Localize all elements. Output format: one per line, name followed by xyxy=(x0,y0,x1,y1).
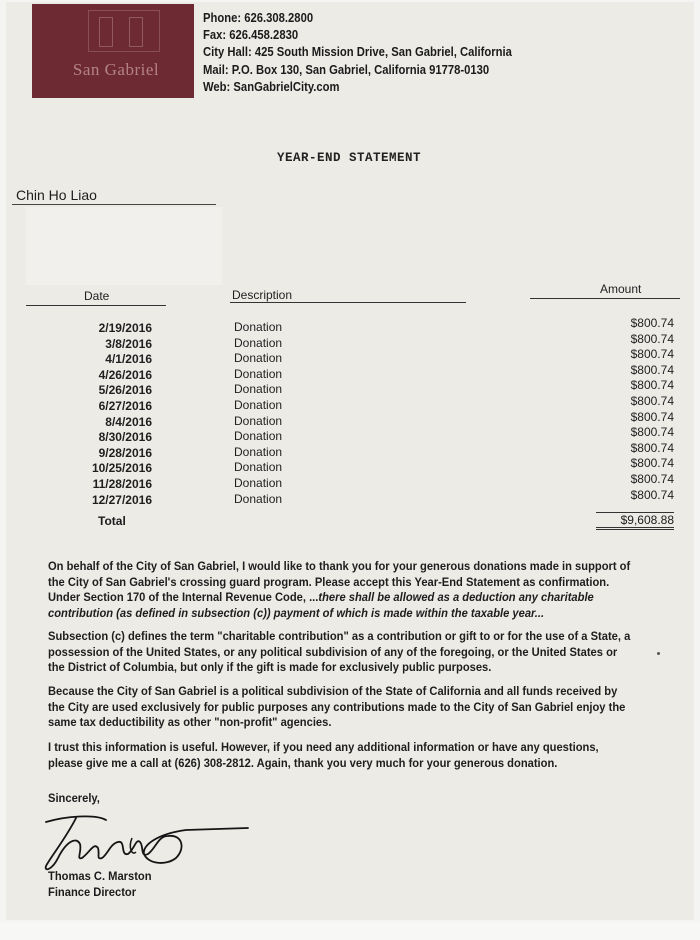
building-icon xyxy=(88,10,160,52)
row-date: 9/28/2016 xyxy=(98,445,152,460)
paragraph-thanks: On behalf of the City of San Gabriel, I would like to thank you for your generous donations made in support of the City of San Gabriel's crossing guard program. Please accept this Year-End Statement as confirmation. Under Section 170 of the Internal Revenue Code, ...there shall be allowed as a deduction any charitable contribution (as defined in subsection (c)) payment of which is made within the taxable year... xyxy=(48,559,631,620)
row-description: Donation xyxy=(234,335,283,350)
row-description: Donation xyxy=(234,491,283,506)
row-date: 6/27/2016 xyxy=(98,398,152,413)
logo-text: San Gabriel xyxy=(72,60,160,79)
total-label: Total xyxy=(98,514,126,528)
row-date: 10/25/2016 xyxy=(91,461,152,476)
row-description: Donation xyxy=(234,413,283,428)
contact-fax: Fax: 626.458.2830 xyxy=(203,28,299,43)
date-column xyxy=(62,321,152,508)
row-amount: $800.74 xyxy=(630,456,674,471)
header-description-rule xyxy=(230,302,466,303)
stray-mark xyxy=(657,652,660,655)
row-amount: $800.74 xyxy=(630,378,674,393)
header-date-rule xyxy=(26,305,166,306)
page-bottom-margin xyxy=(0,922,700,940)
amount-column xyxy=(582,316,674,503)
contact-web: Web: SanGabrielCity.com xyxy=(203,79,340,94)
row-date: 5/26/2016 xyxy=(98,383,152,398)
row-description: Donation xyxy=(234,351,283,366)
row-description: Donation xyxy=(234,429,283,444)
signer-block xyxy=(48,868,152,900)
contact-mail: Mail: P.O. Box 130, San Gabriel, California 91778-0130 xyxy=(203,62,490,77)
row-description: Donation xyxy=(234,382,283,397)
row-date: 4/1/2016 xyxy=(105,352,152,367)
row-date: 4/26/2016 xyxy=(98,367,152,382)
total-amount: $9,608.88 xyxy=(596,512,674,530)
paragraph-subsection: Subsection (c) defines the term "charitable contribution" as a contribution or gift to or for the use of a State, a possession of the United States, or any political subdivision of any of the foregoing, or the United States or the District of Columbia, but only if the gift is made for exclusively public purposes. xyxy=(48,629,631,674)
row-description: Donation xyxy=(234,366,283,381)
row-description: Donation xyxy=(234,320,283,334)
header-amount: Amount xyxy=(600,282,642,296)
contact-block xyxy=(203,10,512,96)
signer-title: Finance Director xyxy=(48,885,137,899)
row-amount: $800.74 xyxy=(630,347,674,362)
statement-page xyxy=(6,2,694,920)
row-amount: $800.74 xyxy=(630,409,674,424)
header-description: Description xyxy=(232,288,293,302)
redaction-patch xyxy=(26,207,222,285)
row-date: 11/28/2016 xyxy=(92,476,152,491)
row-amount: $800.74 xyxy=(630,487,674,502)
row-amount: $800.74 xyxy=(630,362,674,377)
paragraph-subdivision: Because the City of San Gabriel is a political subdivision of the State of California and all funds received by the City are used exclusively for public purposes any contributions made to the City of San Gabriel enjoy the same tax deductibility as other "non-profit" agencies. xyxy=(48,684,626,729)
closing: Sincerely, xyxy=(48,791,100,805)
recipient-name: Chin Ho Liao xyxy=(16,187,97,203)
row-amount: $800.74 xyxy=(630,331,674,346)
header-amount-rule xyxy=(530,298,680,299)
row-description: Donation xyxy=(234,444,283,459)
row-date: 8/30/2016 xyxy=(98,430,152,445)
row-date: 12/27/2016 xyxy=(91,492,152,507)
row-date: 8/4/2016 xyxy=(105,414,152,429)
row-date: 2/19/2016 xyxy=(98,321,152,335)
row-amount: $800.74 xyxy=(630,393,674,408)
row-date: 3/8/2016 xyxy=(105,336,152,351)
row-description: Donation xyxy=(234,475,283,490)
header-date: Date xyxy=(84,289,110,303)
row-description: Donation xyxy=(234,460,283,475)
description-column xyxy=(234,320,334,507)
recipient-underline xyxy=(12,204,216,205)
row-amount: $800.74 xyxy=(630,440,674,455)
row-description: Donation xyxy=(234,397,283,412)
paragraph-closing: I trust this information is useful. However, if you need any additional information or have any questions, please give me a call at (626) 308-2812. Again, thank you very much for your generous donation. xyxy=(48,740,599,770)
city-logo xyxy=(32,4,194,98)
contact-city-hall: City Hall: 425 South Mission Drive, San Gabriel, California xyxy=(203,45,512,60)
row-amount: $800.74 xyxy=(630,316,674,330)
signer-name: Thomas C. Marston xyxy=(48,869,152,883)
row-amount: $800.74 xyxy=(630,471,674,486)
document-title: YEAR-END STATEMENT xyxy=(277,151,422,165)
contact-phone: Phone: 626.308.2800 xyxy=(203,11,314,25)
row-amount: $800.74 xyxy=(630,425,674,440)
